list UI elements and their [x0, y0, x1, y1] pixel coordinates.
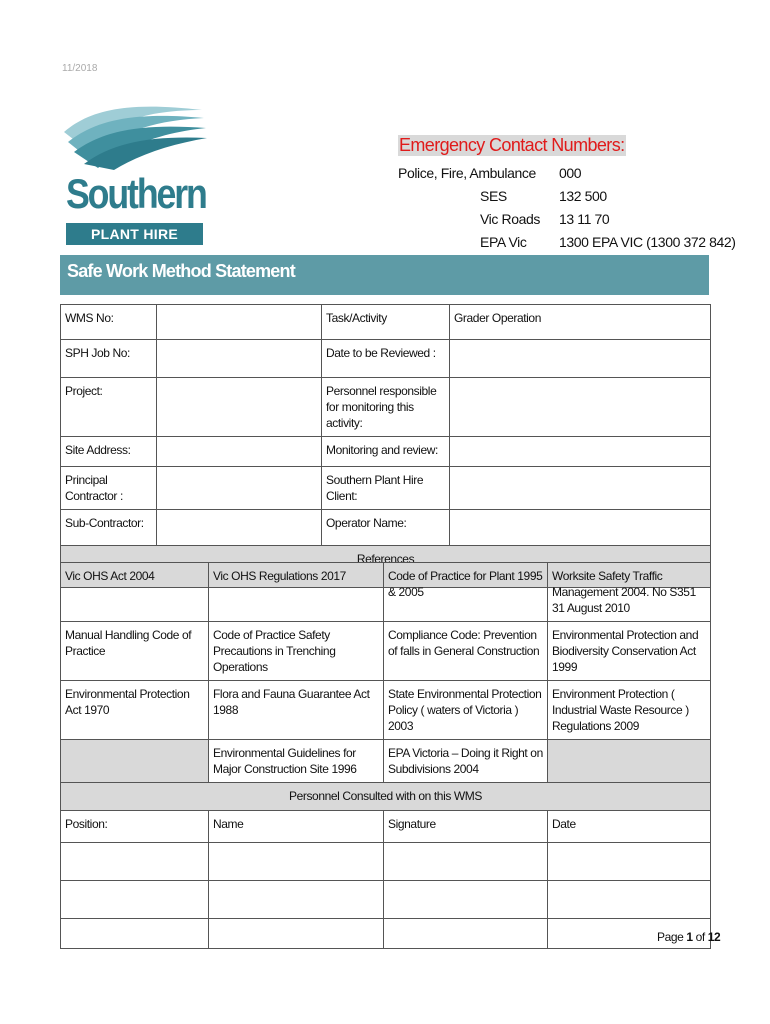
- date-field[interactable]: [548, 843, 711, 881]
- document-date: 11/2018: [62, 63, 98, 74]
- company-logo: [60, 100, 210, 250]
- reference-item: Code of Practice Safety Precautions in Trenching Operations: [209, 622, 384, 681]
- reference-item: Environmental Guidelines for Major Construction Site 1996: [209, 740, 384, 783]
- reference-item: Environmental Protection and Biodiversity Conservation Act 1999: [548, 622, 711, 681]
- reference-item: Vic OHS Act 2004: [61, 563, 209, 622]
- references-table: [60, 562, 711, 949]
- reference-item: Flora and Fauna Guarantee Act 1988: [209, 681, 384, 740]
- signature-field[interactable]: [384, 919, 548, 949]
- subcontractor-label: Sub-Contractor:: [61, 510, 157, 546]
- reference-item: Worksite Safety Traffic Management 2004. No S351 31 August 2010: [548, 563, 711, 622]
- name-field[interactable]: [209, 881, 384, 919]
- page-number: [657, 930, 720, 944]
- page-word: Page: [657, 930, 684, 944]
- wms-form-table: [60, 304, 711, 588]
- contact-label: EPA Vic: [480, 234, 527, 250]
- logo-tagline: PLANT HIRE: [66, 223, 203, 245]
- name-field[interactable]: [209, 843, 384, 881]
- page-total: 12: [707, 930, 721, 944]
- reference-item: Code of Practice for Plant 1995 & 2005: [384, 563, 548, 622]
- contact-number: 000: [559, 165, 582, 181]
- subcontractor-field[interactable]: [157, 510, 322, 546]
- wms-no-label: WMS No:: [61, 305, 157, 340]
- personnel-heading: Personnel Consulted with on this WMS: [61, 783, 711, 811]
- wms-no-field[interactable]: [157, 305, 322, 340]
- contact-number: 13 11 70: [559, 211, 610, 227]
- contact-number: 1300 EPA VIC (1300 372 842): [559, 234, 736, 250]
- contact-label: Police, Fire, Ambulance: [398, 165, 536, 181]
- position-field[interactable]: [61, 919, 209, 949]
- task-label: Task/Activity: [322, 305, 450, 340]
- page-current: 1: [686, 930, 693, 944]
- date-review-label: Date to be Reviewed :: [322, 340, 450, 378]
- reference-item: EPA Victoria – Doing it Right on Subdivisions 2004: [384, 740, 548, 783]
- column-name: Name: [209, 811, 384, 843]
- signature-field[interactable]: [384, 881, 548, 919]
- sph-job-label: SPH Job No:: [61, 340, 157, 378]
- sph-job-field[interactable]: [157, 340, 322, 378]
- page-title: Safe Work Method Statement: [67, 261, 295, 281]
- reference-item: Vic OHS Regulations 2017: [209, 563, 384, 622]
- of-word: of: [695, 930, 705, 944]
- title-band: [60, 255, 709, 295]
- site-address-label: Site Address:: [61, 437, 157, 467]
- project-field[interactable]: [157, 378, 322, 437]
- reference-empty: [61, 740, 209, 783]
- reference-empty: [548, 740, 711, 783]
- reference-item: Compliance Code: Prevention of falls in General Construction: [384, 622, 548, 681]
- reference-item: Manual Handling Code of Practice: [61, 622, 209, 681]
- monitoring-field[interactable]: [450, 437, 711, 467]
- date-review-field[interactable]: [450, 340, 711, 378]
- column-date: Date: [548, 811, 711, 843]
- operator-field[interactable]: [450, 510, 711, 546]
- project-label: Project:: [61, 378, 157, 437]
- logo-waves-icon: [62, 100, 207, 170]
- contact-number: 132 500: [559, 188, 607, 204]
- signature-field[interactable]: [384, 843, 548, 881]
- monitoring-label: Monitoring and review:: [322, 437, 450, 467]
- reference-item: State Environmental Protection Policy ( waters of Victoria ) 2003: [384, 681, 548, 740]
- personnel-responsible-field[interactable]: [450, 378, 711, 437]
- references-heading: References: [61, 546, 711, 588]
- column-signature: Signature: [384, 811, 548, 843]
- operator-label: Operator Name:: [322, 510, 450, 546]
- contact-label: SES: [480, 188, 507, 204]
- reference-item: Environment Protection ( Industrial Waste Resource ) Regulations 2009: [548, 681, 711, 740]
- emergency-contacts: [398, 135, 626, 156]
- client-field[interactable]: [450, 467, 711, 510]
- position-field[interactable]: [61, 843, 209, 881]
- client-label: Southern Plant Hire Client:: [322, 467, 450, 510]
- contact-label: Vic Roads: [480, 211, 540, 227]
- emergency-title: Emergency Contact Numbers:: [399, 135, 625, 155]
- name-field[interactable]: [209, 919, 384, 949]
- site-address-field[interactable]: [157, 437, 322, 467]
- principal-contractor-field[interactable]: [157, 467, 322, 510]
- reference-item: Environmental Protection Act 1970: [61, 681, 209, 740]
- principal-contractor-label: Principal Contractor :: [61, 467, 157, 510]
- task-value[interactable]: Grader Operation: [450, 305, 711, 340]
- logo-name: Southern: [66, 170, 206, 217]
- date-field[interactable]: [548, 881, 711, 919]
- position-field[interactable]: [61, 881, 209, 919]
- column-position: Position:: [61, 811, 209, 843]
- personnel-responsible-label: Personnel responsible for monitoring this activity:: [322, 378, 450, 437]
